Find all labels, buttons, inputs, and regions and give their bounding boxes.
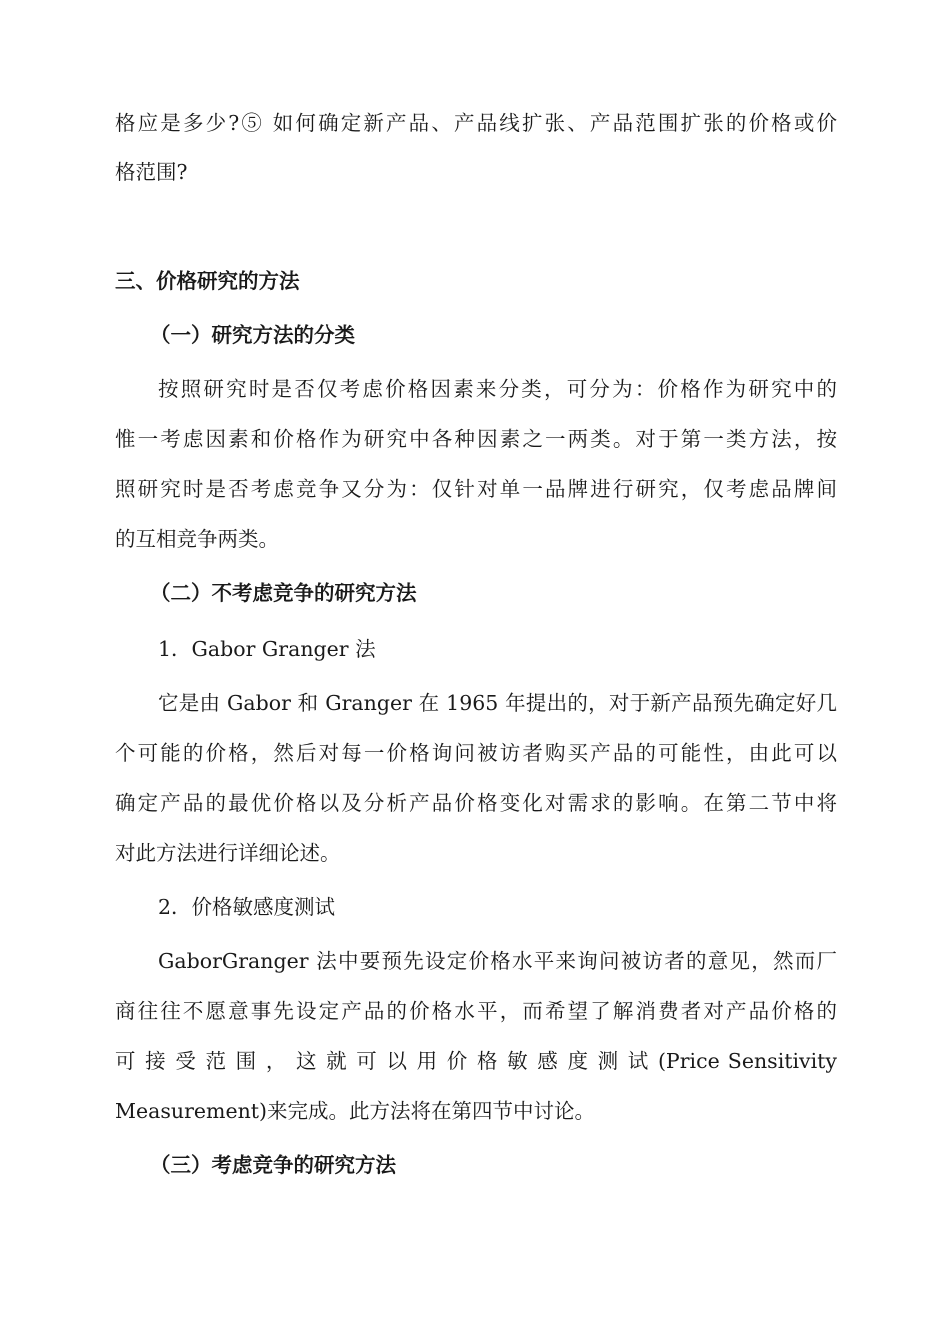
paragraph-gabor-line-1: 它是由 Gabor 和 Granger 在 1965 年提出的，对于新产品预先确定好几	[158, 691, 837, 715]
paragraph-psm-line-3: 可 接 受 范 围 ， 这 就 可 以 用 价 格 敏 感 度 测 试 (Price Sensitivity	[115, 1049, 837, 1073]
paragraph-gabor-line-2: 个可能的价格，然后对每一价格询问被访者购买产品的可能性，由此可以	[115, 741, 837, 765]
item-1-title: 1．Gabor Granger 法	[158, 637, 376, 661]
paragraph-gabor-line-4: 对此方法进行详细论述。	[115, 841, 341, 865]
paragraph-gabor-line-3: 确定产品的最优价格以及分析产品价格变化对需求的影响。在第二节中将	[115, 791, 837, 815]
paragraph-psm-line-4: Measurement)来完成。此方法将在第四节中讨论。	[115, 1099, 596, 1123]
paragraph-intro-line-2: 格范围?	[115, 160, 188, 184]
section-heading-3: 三、价格研究的方法	[115, 269, 300, 293]
subsection-heading-1: （一）研究方法的分类	[150, 323, 355, 347]
paragraph-classify-line-2: 惟一考虑因素和价格作为研究中各种因素之一两类。对于第一类方法，按	[115, 427, 837, 451]
paragraph-classify-line-4: 的互相竞争两类。	[115, 527, 279, 551]
paragraph-psm-line-1: GaborGranger 法中要预先设定价格水平来询问被访者的意见，然而厂	[158, 949, 837, 973]
subsection-heading-3: （三）考虑竞争的研究方法	[150, 1153, 396, 1177]
paragraph-classify-line-1: 按照研究时是否仅考虑价格因素来分类，可分为：价格作为研究中的	[158, 377, 837, 401]
paragraph-classify-line-3: 照研究时是否考虑竞争又分为：仅针对单一品牌进行研究，仅考虑品牌间	[115, 477, 837, 501]
paragraph-psm-line-2: 商往往不愿意事先设定产品的价格水平，而希望了解消费者对产品价格的	[115, 999, 837, 1023]
subsection-heading-2: （二）不考虑竞争的研究方法	[150, 581, 417, 605]
item-2-title: 2．价格敏感度测试	[158, 895, 336, 919]
paragraph-intro-line-1: 格应是多少?⑤ 如何确定新产品、产品线扩张、产品范围扩张的价格或价	[115, 111, 837, 135]
